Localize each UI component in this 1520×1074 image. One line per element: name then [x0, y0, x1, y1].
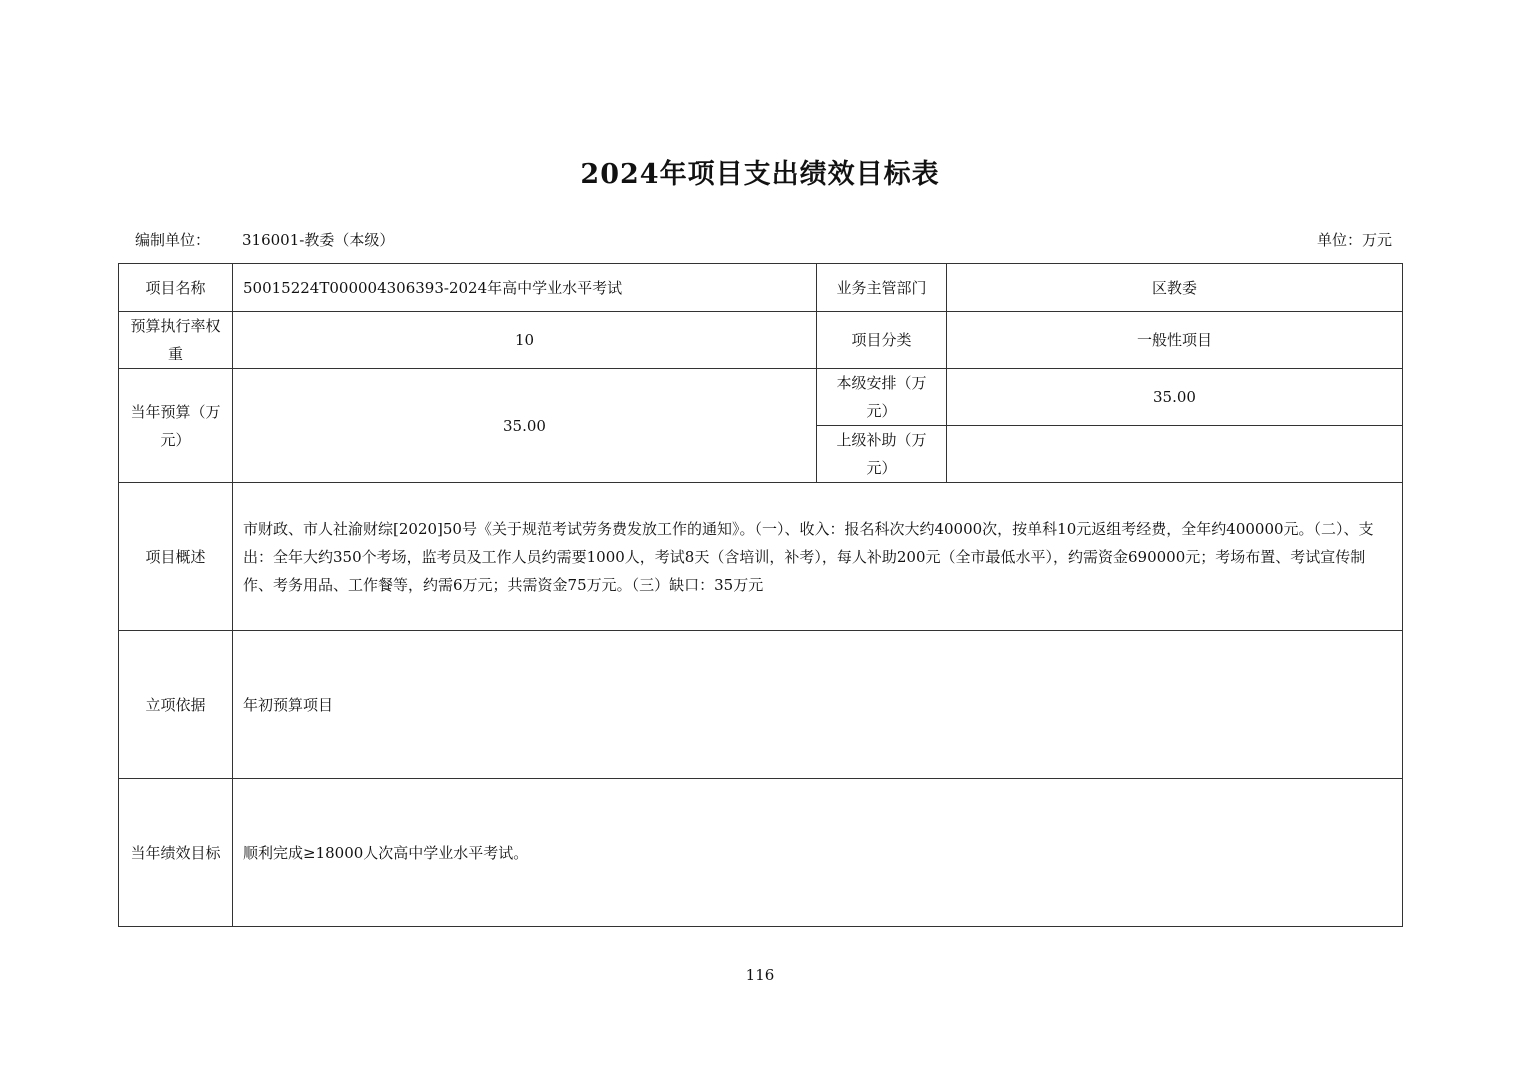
dept-label: 业务主管部门 — [817, 264, 947, 312]
dept-value: 区教委 — [947, 264, 1403, 312]
table-row — [119, 312, 1403, 369]
table-row — [119, 631, 1403, 779]
table-row — [119, 483, 1403, 631]
goal-value: 顺利完成≥18000人次高中学业水平考试。 — [233, 779, 1403, 927]
budget-value: 35.00 — [233, 369, 817, 483]
org-label: 编制单位： — [135, 231, 211, 249]
basis-label: 立项依据 — [119, 631, 233, 779]
basis-value: 年初预算项目 — [233, 631, 1403, 779]
unit-label: 单位：万元 — [1316, 231, 1392, 249]
category-value: 一般性项目 — [947, 312, 1403, 369]
project-name-value: 50015224T000004306393-2024年高中学业水平考试 — [233, 264, 817, 312]
performance-table — [118, 263, 1403, 927]
local-allocation-label: 本级安排（万元） — [817, 369, 947, 426]
category-label: 项目分类 — [817, 312, 947, 369]
org-value: 316001-教委（本级） — [242, 231, 395, 249]
overview-value: 市财政、市人社渝财综[2020]50号《关于规范考试劳务费发放工作的通知》。（一）、收入：报名科次大约40000次，按单科10元返组考经费，全年约400000元。（二）、支出：全年大约350个考场，监考员及工作人员约需要1000人，考试8天（含培训，补考），每人补助200元（全市最低水平），约需资金690000元；考场布置、考试宣传制作、考务用品、工作餐等，约需6万元；共需资金75万元。（三）缺口：35万元 — [233, 483, 1403, 631]
subsidy-value — [947, 426, 1403, 483]
weight-value: 10 — [233, 312, 817, 369]
goal-label: 当年绩效目标 — [119, 779, 233, 927]
weight-label: 预算执行率权重 — [119, 312, 233, 369]
budget-label: 当年预算（万元） — [119, 369, 233, 483]
page-number: 116 — [745, 966, 775, 984]
local-allocation-value: 35.00 — [947, 369, 1403, 426]
project-name-label: 项目名称 — [119, 264, 233, 312]
subsidy-label: 上级补助（万元） — [817, 426, 947, 483]
table-row — [119, 369, 1403, 426]
overview-label: 项目概述 — [119, 483, 233, 631]
page-title: 2024年项目支出绩效目标表 — [580, 159, 940, 190]
table-row — [119, 264, 1403, 312]
table-row — [119, 779, 1403, 927]
